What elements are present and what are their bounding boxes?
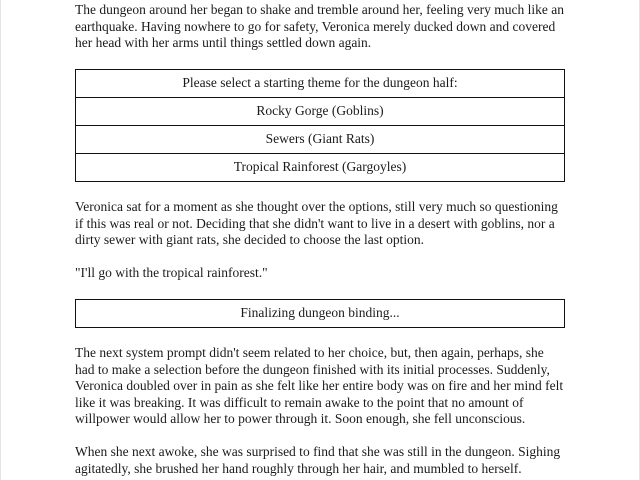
- page-left-edge: [0, 0, 1, 480]
- theme-option-tropical-rainforest: Tropical Rainforest (Gargoyles): [76, 154, 565, 182]
- paragraph-earthquake: The dungeon around her began to shake and tremble around her, feeling very much like an earthquake. Having nowhere to go for safety, Veronica merely ducked down and covered her head with her arms until things settled down again.: [75, 2, 565, 50]
- theme-option-sewers: Sewers (Giant Rats): [76, 126, 565, 154]
- paragraph-awake: When she next awoke, she was surprised to find that she was still in the dungeon. Sighing agitatedly, she brushed her hand roughly through her hair, and mumbled to herself.: [75, 444, 561, 476]
- theme-selection-box: [75, 69, 565, 182]
- paragraph-pain: The next system prompt didn't seem related to her choice, but, then again, perhaps, she had to make a selection before the dungeon finished with its initial processes. Suddenly, Veronica doubled over in pain as she felt like her entire body was on fire and her mind felt like it was breaking. It was difficult to remain awake to the point that no amount of willpower would allow her to power through it. Soon enough, she fell unconscious.: [75, 345, 564, 426]
- binding-status-box: [75, 299, 565, 328]
- paragraph-deciding: Veronica sat for a moment as she thought over the options, still very much so questioning if this was real or not. Deciding that she didn't want to live in a desert with goblins, nor a dirty sewer with giant rats, she decided to choose the last option.: [75, 199, 558, 247]
- paragraph-dialogue: "I'll go with the tropical rainforest.": [75, 265, 268, 280]
- theme-option-rocky-gorge: Rocky Gorge (Goblins): [76, 98, 565, 126]
- binding-status-text: Finalizing dungeon binding...: [76, 300, 565, 328]
- theme-selection-header: Please select a starting theme for the dungeon half:: [76, 70, 565, 98]
